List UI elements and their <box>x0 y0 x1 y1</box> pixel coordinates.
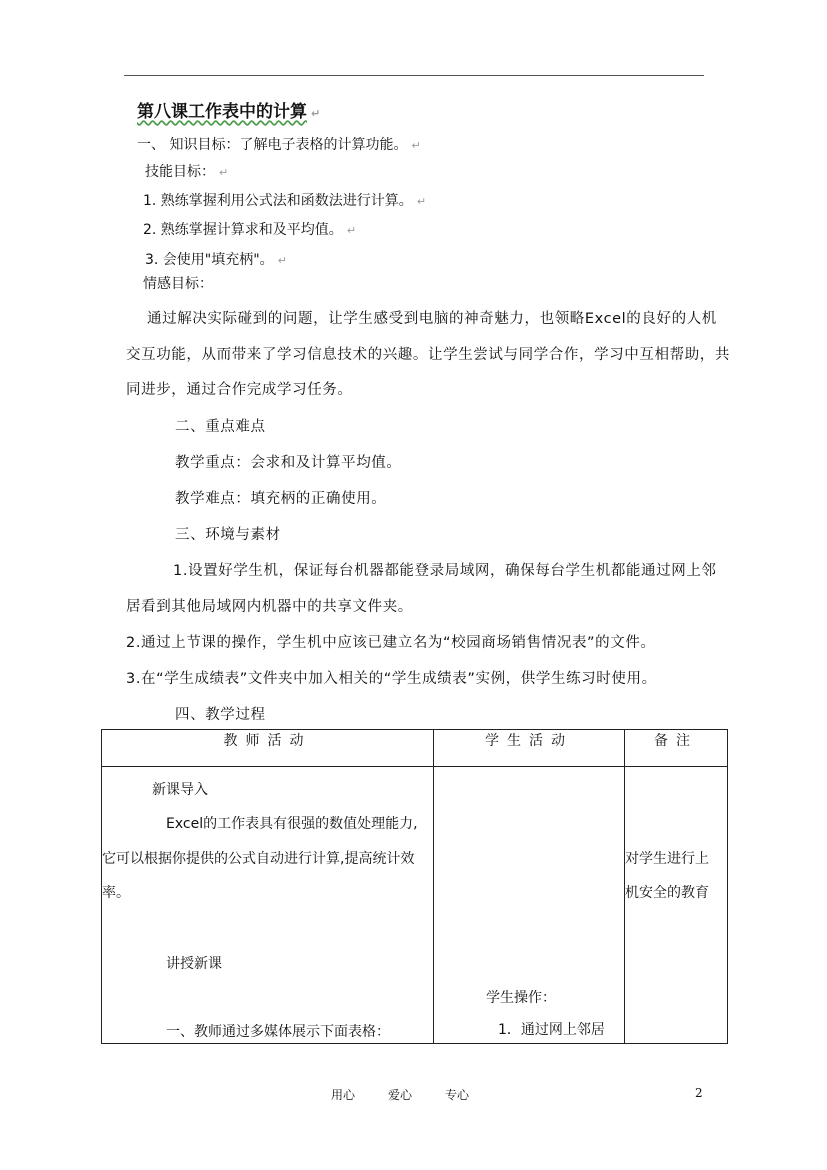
emotion-line-2: 交互功能，从而带来了学习信息技术的兴趣。让学生尝试与同学合作，学习中互相帮助，共 <box>126 347 730 363</box>
header-teacher-activity: 教师活动 <box>102 730 434 767</box>
student-operation-heading: 学生操作： <box>486 990 556 1006</box>
knowledge-objective: 一、 知识目标：了解电子表格的计算功能。 ↵ <box>137 137 421 153</box>
header-rule <box>124 75 704 76</box>
teacher-activity-cell <box>102 767 434 1044</box>
skill-item-1: 1. 熟练掌握利用公式法和函数法进行计算。 ↵ <box>143 193 427 209</box>
teaching-focus: 教学重点：会求和及计算平均值。 <box>175 455 402 471</box>
intro-line-2: 它可以根据你提供的公式自动进行计算,提高统计效 <box>102 851 415 867</box>
lesson-title: 第八课工作表中的计算 ↵ <box>137 102 321 122</box>
note-line-2: 机安全的教育 <box>625 885 709 901</box>
process-heading: 四、教学过程 <box>175 707 266 723</box>
page-number: 2 <box>695 1086 703 1100</box>
key-points-heading: 二、重点难点 <box>175 419 266 435</box>
teacher-step-1: 一、教师通过多媒体展示下面表格： <box>166 1024 390 1040</box>
environment-line-3: 2.通过上节课的操作，学生机中应该已建立名为“校园商场销售情况表”的文件。 <box>126 635 656 651</box>
footer-item-1: 用心 <box>331 1088 356 1102</box>
table-header-row <box>102 730 728 767</box>
footer-item-2: 爱心 <box>388 1088 413 1102</box>
emotion-objective-heading: 情感目标： <box>143 276 213 292</box>
notes-cell <box>625 767 728 1044</box>
header-notes: 备注 <box>625 730 728 767</box>
environment-heading: 三、环境与素材 <box>175 527 281 543</box>
emotion-line-1: 通过解决实际碰到的问题，让学生感受到电脑的神奇魅力，也领略Excel的良好的人机 <box>147 311 717 327</box>
environment-line-4: 3.在“学生成绩表”文件夹中加入相关的“学生成绩表”实例，供学生练习时使用。 <box>126 671 657 687</box>
table-body-row <box>102 767 728 1044</box>
emotion-line-3: 同进步，通过合作完成学习任务。 <box>126 382 353 398</box>
skill-objective-heading: 技能目标： ↵ <box>145 164 229 180</box>
footer-item-3: 专心 <box>445 1088 470 1102</box>
note-line-1: 对学生进行上 <box>625 851 709 867</box>
teaching-process-table <box>101 729 728 1044</box>
intro-heading: 新课导入 <box>152 782 208 798</box>
skill-item-3: 3. 会使用"填充柄"。 ↵ <box>145 252 287 268</box>
header-student-activity: 学生活动 <box>434 730 625 767</box>
skill-item-2: 2. 熟练掌握计算求和及平均值。 ↵ <box>143 222 357 238</box>
student-activity-cell <box>434 767 625 1044</box>
intro-line-1: Excel的工作表具有很强的数值处理能力, <box>166 816 418 832</box>
environment-line-2: 居看到其他局域网内机器中的共享文件夹。 <box>126 599 413 615</box>
student-step-1: 1．通过网上邻居 <box>498 1022 605 1038</box>
new-lesson-heading: 讲授新课 <box>166 956 222 972</box>
intro-line-3: 率。 <box>102 885 130 901</box>
environment-line-1: 1.设置好学生机，保证每台机器都能登录局域网，确保每台学生机都能通过网上邻 <box>173 563 717 579</box>
teaching-difficulty: 教学难点：填充柄的正确使用。 <box>175 491 387 507</box>
